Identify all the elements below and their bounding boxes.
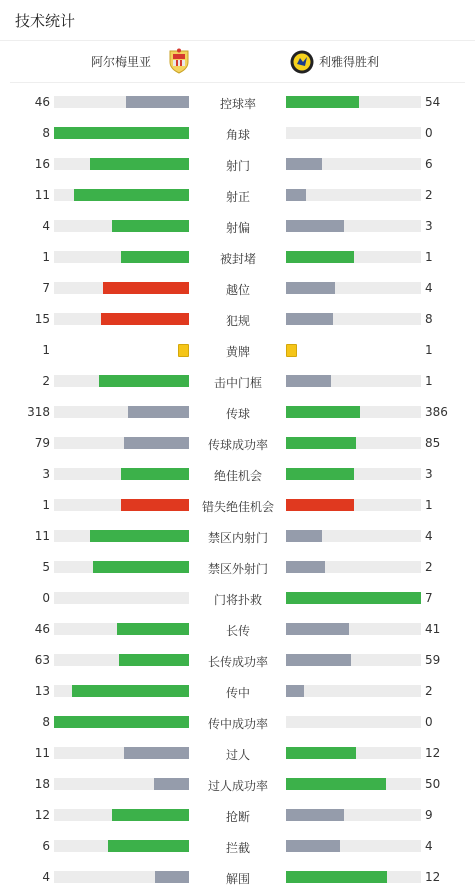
home-stat-value: 5	[42, 560, 50, 574]
stat-label: 传中	[225, 686, 250, 700]
home-stat-bar-track	[54, 96, 189, 108]
home-stat-bar-track	[54, 840, 189, 852]
home-stat-bar-track	[54, 809, 189, 821]
home-stat-bar-track	[54, 313, 189, 325]
away-stat-value: 59	[425, 653, 441, 667]
home-stat-bar-fill	[93, 561, 189, 573]
away-stat-value: 8	[425, 312, 433, 326]
home-stat-bar-fill	[101, 313, 189, 325]
stat-row	[0, 676, 475, 707]
away-stat-bar-track	[286, 592, 421, 604]
stat-label: 传球成功率	[207, 438, 268, 452]
home-stat-value: 46	[34, 622, 50, 636]
away-stat-bar-fill	[286, 561, 325, 573]
away-stat-value: 1	[425, 250, 433, 264]
home-stat-bar-fill	[155, 871, 189, 883]
stat-row	[0, 428, 475, 459]
away-stat-bar-track	[286, 158, 421, 170]
home-stat-bar-track	[54, 189, 189, 201]
home-stat-bar-track	[54, 282, 189, 294]
home-stat-value: 1	[42, 498, 50, 512]
stat-label: 抢断	[225, 810, 250, 824]
stat-row	[0, 180, 475, 211]
home-stat-value: 2	[42, 374, 50, 388]
home-stat-bar-fill	[112, 220, 189, 232]
home-stat-value: 11	[34, 529, 50, 543]
away-stat-value: 1	[425, 374, 433, 388]
away-stat-value: 54	[425, 95, 441, 109]
stat-row	[0, 118, 475, 149]
away-stat-bar-fill	[286, 871, 387, 883]
home-stat-bar-fill	[103, 282, 189, 294]
stat-row	[0, 397, 475, 428]
stat-row	[0, 614, 475, 645]
away-stat-bar-fill	[286, 282, 335, 294]
away-stat-bar-track	[286, 778, 421, 790]
away-stat-bar-track	[286, 251, 421, 263]
away-stat-bar-track	[286, 313, 421, 325]
away-stat-bar-track	[286, 189, 421, 201]
home-stat-value: 8	[42, 715, 50, 729]
stat-label: 禁区内射门	[207, 531, 268, 545]
home-stat-bar-fill	[117, 623, 189, 635]
away-stat-value: 2	[425, 188, 433, 202]
away-stat-value: 386	[425, 405, 448, 419]
stat-label: 解围	[225, 872, 250, 886]
away-stat-bar-fill	[286, 375, 331, 387]
stat-row	[0, 552, 475, 583]
away-stat-bar-track	[286, 468, 421, 480]
away-stat-bar-track	[286, 530, 421, 542]
away-stat-bar-fill	[286, 747, 356, 759]
away-stat-value: 0	[425, 715, 433, 729]
teams-row	[10, 41, 465, 83]
away-stat-bar-fill	[286, 189, 306, 201]
home-stat-bar-fill	[128, 406, 189, 418]
stat-label: 犯规	[225, 314, 250, 328]
away-stat-bar-fill	[286, 251, 354, 263]
away-stat-bar-fill	[286, 437, 356, 449]
away-stat-bar-fill	[286, 499, 354, 511]
away-stat-bar-track	[286, 220, 421, 232]
stat-label: 黄牌	[225, 345, 250, 359]
home-stat-bar-track	[54, 468, 189, 480]
home-stat-value: 1	[42, 343, 50, 357]
home-stat-bar-fill	[112, 809, 189, 821]
away-stat-value: 0	[425, 126, 433, 140]
home-stat-bar-track	[54, 747, 189, 759]
away-stat-value: 3	[425, 219, 433, 233]
home-stat-bar-fill	[54, 716, 189, 728]
away-team-name: 利雅得胜利	[319, 55, 380, 69]
home-stat-bar-fill	[121, 251, 189, 263]
stat-row	[0, 738, 475, 769]
home-stat-value: 16	[34, 157, 50, 171]
stat-row	[0, 769, 475, 800]
stat-row	[0, 366, 475, 397]
stat-label: 过人成功率	[207, 779, 268, 793]
section-header	[0, 0, 475, 41]
away-stat-bar-fill	[286, 623, 349, 635]
away-yellow-card-icon	[286, 344, 297, 357]
away-stat-value: 1	[425, 498, 433, 512]
away-stat-bar-fill	[286, 220, 344, 232]
home-stat-bar-track	[54, 623, 189, 635]
away-stat-bar-fill	[286, 96, 359, 108]
stat-row	[0, 273, 475, 304]
away-stat-bar-track	[286, 840, 421, 852]
stat-label: 传球	[225, 407, 250, 421]
away-stat-bar-fill	[286, 654, 351, 666]
stat-label: 控球率	[219, 97, 256, 111]
home-stat-value: 13	[34, 684, 50, 698]
home-stat-bar-fill	[99, 375, 189, 387]
stat-row	[0, 87, 475, 118]
home-stat-value: 4	[42, 870, 50, 884]
home-stat-bar-track	[54, 158, 189, 170]
home-stat-value: 11	[34, 746, 50, 760]
away-stat-bar-track	[286, 406, 421, 418]
stat-label: 越位	[225, 283, 250, 297]
home-stat-bar-track	[54, 437, 189, 449]
home-stat-bar-fill	[121, 468, 189, 480]
home-stat-bar-fill	[121, 499, 189, 511]
home-stat-bar-fill	[90, 158, 189, 170]
stat-row	[0, 800, 475, 831]
stat-row	[0, 583, 475, 614]
home-stat-bar-track	[54, 251, 189, 263]
away-stat-bar-track	[286, 623, 421, 635]
home-stat-value: 7	[42, 281, 50, 295]
home-stat-bar-track	[54, 654, 189, 666]
home-stat-value: 63	[34, 653, 50, 667]
stat-label: 门将扑救	[213, 593, 262, 607]
home-stat-bar-fill	[154, 778, 189, 790]
stat-row	[0, 645, 475, 676]
away-stat-bar-track	[286, 499, 421, 511]
stat-label: 禁区外射门	[207, 562, 268, 576]
away-stat-bar-fill	[286, 158, 322, 170]
away-stat-value: 85	[425, 436, 441, 450]
stat-row	[0, 707, 475, 738]
away-stat-bar-fill	[286, 468, 354, 480]
home-stat-bar-track	[54, 685, 189, 697]
home-stat-bar-track	[54, 871, 189, 883]
away-stat-bar-track	[286, 96, 421, 108]
stat-label: 错失绝佳机会	[201, 500, 274, 514]
home-stat-value: 318	[27, 405, 50, 419]
away-stat-bar-track	[286, 747, 421, 759]
stat-label: 角球	[225, 128, 250, 142]
stat-label: 绝佳机会	[213, 469, 262, 483]
away-stat-value: 7	[425, 591, 433, 605]
home-stat-value: 0	[42, 591, 50, 605]
away-stat-value: 9	[425, 808, 433, 822]
away-stat-bar-track	[286, 561, 421, 573]
stat-row	[0, 242, 475, 273]
home-stat-bar-track	[54, 778, 189, 790]
away-stat-value: 4	[425, 839, 433, 853]
away-stat-value: 4	[425, 529, 433, 543]
away-stat-value: 2	[425, 684, 433, 698]
home-stat-bar-track	[54, 592, 189, 604]
away-stat-value: 12	[425, 746, 441, 760]
home-team-crest-icon	[167, 48, 191, 74]
home-stat-value: 4	[42, 219, 50, 233]
away-stat-bar-track	[286, 809, 421, 821]
home-stat-bar-track	[54, 406, 189, 418]
away-stat-value: 41	[425, 622, 441, 636]
home-stat-bar-fill	[126, 96, 189, 108]
home-stat-bar-track	[54, 375, 189, 387]
home-stat-value: 3	[42, 467, 50, 481]
home-stat-bar-track	[54, 220, 189, 232]
home-yellow-card-icon	[178, 344, 189, 357]
away-stat-bar-track	[286, 685, 421, 697]
away-stat-value: 2	[425, 560, 433, 574]
home-stat-value: 8	[42, 126, 50, 140]
away-stat-bar-track	[286, 375, 421, 387]
away-stat-bar-track	[286, 282, 421, 294]
home-stat-bar-track	[54, 499, 189, 511]
away-stat-value: 12	[425, 870, 441, 884]
away-stat-value: 1	[425, 343, 433, 357]
away-stat-bar-fill	[286, 809, 344, 821]
home-stat-bar-track	[54, 530, 189, 542]
away-team-crest-icon	[290, 49, 314, 75]
home-stat-value: 46	[34, 95, 50, 109]
home-team-name: 阿尔梅里亚	[90, 55, 151, 69]
away-stat-bar-track	[286, 871, 421, 883]
away-stat-bar-track	[286, 437, 421, 449]
home-stat-bar-fill	[108, 840, 189, 852]
away-stat-bar-fill	[286, 406, 360, 418]
away-stat-bar-fill	[286, 592, 421, 604]
stat-label: 射门	[225, 159, 250, 173]
home-stat-bar-track	[54, 716, 189, 728]
stat-label: 击中门框	[213, 376, 262, 390]
stat-label: 过人	[225, 748, 250, 762]
home-stat-value: 1	[42, 250, 50, 264]
away-stat-bar-track	[286, 127, 421, 139]
home-stat-bar-track	[54, 561, 189, 573]
away-stat-bar-track	[286, 716, 421, 728]
home-stat-bar-track	[54, 127, 189, 139]
stat-label: 射偏	[225, 221, 250, 235]
stat-label: 拦截	[225, 841, 250, 855]
stat-row	[0, 211, 475, 242]
home-stat-bar-fill	[54, 127, 189, 139]
away-stat-value: 4	[425, 281, 433, 295]
away-stat-bar-fill	[286, 530, 322, 542]
away-stat-bar-fill	[286, 778, 386, 790]
away-stat-value: 50	[425, 777, 441, 791]
away-stat-bar-track	[286, 654, 421, 666]
stat-label: 射正	[225, 190, 250, 204]
home-stat-bar-fill	[72, 685, 189, 697]
stat-row	[0, 521, 475, 552]
home-stat-bar-fill	[74, 189, 189, 201]
stat-row	[0, 459, 475, 490]
home-stat-value: 18	[34, 777, 50, 791]
away-stat-bar-fill	[286, 840, 340, 852]
away-stat-value: 6	[425, 157, 433, 171]
stat-row	[0, 490, 475, 521]
home-stat-bar-fill	[119, 654, 189, 666]
home-stat-value: 15	[34, 312, 50, 326]
stat-row	[0, 304, 475, 335]
stat-label: 长传	[225, 624, 250, 638]
stat-row	[0, 335, 475, 366]
away-stat-bar-fill	[286, 685, 304, 697]
stat-row	[0, 831, 475, 862]
home-stat-value: 79	[34, 436, 50, 450]
section-title: 技术统计	[15, 12, 76, 30]
home-stat-bar-fill	[124, 437, 189, 449]
home-stat-bar-fill	[124, 747, 189, 759]
home-stat-value: 12	[34, 808, 50, 822]
stat-row	[0, 862, 475, 893]
home-stat-bar-fill	[90, 530, 189, 542]
stat-label: 被封堵	[219, 252, 256, 266]
stat-label: 长传成功率	[207, 655, 268, 669]
stat-row	[0, 149, 475, 180]
home-stat-value: 11	[34, 188, 50, 202]
away-stat-value: 3	[425, 467, 433, 481]
stat-label: 传中成功率	[207, 717, 268, 731]
home-stat-value: 6	[42, 839, 50, 853]
away-stat-bar-fill	[286, 313, 333, 325]
